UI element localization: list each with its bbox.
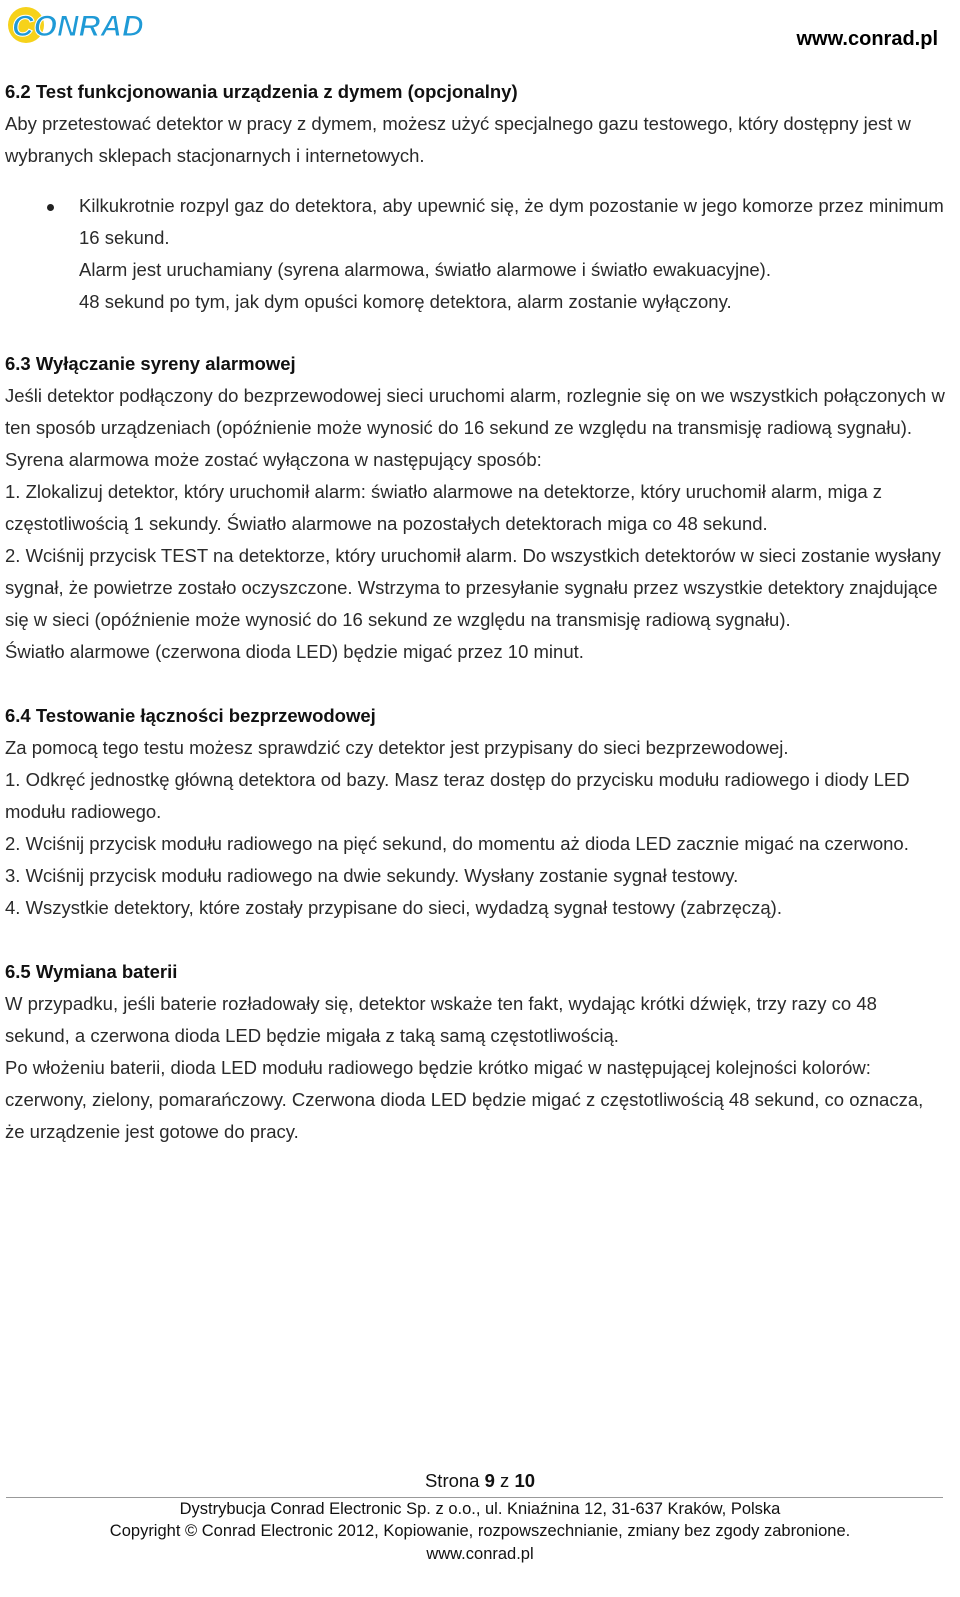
section-6-4-step-4: 4. Wszystkie detektory, które zostały przypisane do sieci, wydadzą sygnał testowy (zabrzęczą).	[5, 897, 782, 918]
section-6-5-paragraph-1: W przypadku, jeśli baterie rozładowały się, detektor wskaże ten fakt, wydając krótki dźwięk, trzy razy co 48 sekund, a czerwona dioda LED będzie migała z taką samą częstotliwością.	[5, 993, 877, 1046]
page-number	[0, 1470, 960, 1492]
section-6-3-step-2: 2. Wciśnij przycisk TEST na detektorze, który uruchomił alarm. Do wszystkich detektorów w sieci zostanie wysłany sygnał, że powietrze zostało oczyszczone. Wstrzyma to przesyłanie sygnału przez wszystkie detektory znajdujące się w sieci (opóźnienie może wynosić do 16 sekund ze względu na transmisję radiową sygnału).	[5, 545, 941, 630]
section-6-5-title: 6.5 Wymiana baterii	[5, 961, 178, 982]
page-separator: z	[494, 1470, 515, 1491]
section-6-3-note: Światło alarmowe (czerwona dioda LED) będzie migać przez 10 minut.	[5, 641, 584, 662]
section-6-2-title: 6.2 Test funkcjonowania urządzenia z dymem (opcjonalny)	[5, 81, 518, 102]
bullet-line-1: Kilkukrotnie rozpyl gaz do detektora, aby upewnić się, że dym pozostanie w jego komorze przez minimum 16 sekund.	[79, 195, 944, 248]
page-total: 10	[514, 1470, 536, 1491]
logo-text: CONRAD	[12, 10, 144, 43]
footer-copyright: Copyright © Conrad Electronic 2012, Kopiowanie, rozpowszechnianie, zmiany bez zgody zabronione.	[109, 1522, 851, 1540]
document-body	[5, 76, 945, 1148]
section-6-2-bullet	[5, 190, 945, 318]
section-6-4-intro: Za pomocą tego testu możesz sprawdzić czy detektor jest przypisany do sieci bezprzewodowej.	[5, 737, 789, 758]
header-site-url: www.conrad.pl	[796, 28, 938, 50]
section-6-4-title: 6.4 Testowanie łączności bezprzewodowej	[5, 705, 376, 726]
bullet-line-2: Alarm jest uruchamiany (syrena alarmowa, światło alarmowe i światło ewakuacyjne).	[79, 259, 771, 280]
footer-divider	[6, 1497, 943, 1498]
footer-distributor: Dystrybucja Conrad Electronic Sp. z o.o., ul. Kniaźnina 12, 31-637 Kraków, Polska	[179, 1500, 781, 1518]
section-6-3-title: 6.3 Wyłączanie syreny alarmowej	[5, 353, 296, 374]
footer-url: www.conrad.pl	[426, 1545, 534, 1563]
section-6-3-paragraph-1: Jeśli detektor podłączony do bezprzewodowej sieci uruchomi alarm, rozlegnie się on we wszystkich połączonych w ten sposób urządzeniach (opóźnienie może wynosić do 16 sekund ze względu na transmisję radiową sygnału). Syrena alarmowa może zostać wyłączona w następujący sposób:	[5, 385, 945, 470]
conrad-logo	[6, 2, 166, 48]
section-6-4-step-1: 1. Odkręć jednostkę główną detektora od bazy. Masz teraz dostęp do przycisku modułu radiowego i diody LED modułu radiowego.	[5, 769, 910, 822]
page-label: Strona	[424, 1470, 485, 1491]
conrad-logo-graphic	[6, 2, 166, 48]
section-6-4-step-3: 3. Wciśnij przycisk modułu radiowego na dwie sekundy. Wysłany zostanie sygnał testowy.	[5, 865, 739, 886]
section-6-4-step-2: 2. Wciśnij przycisk modułu radiowego na pięć sekund, do momentu aż dioda LED zacznie migać na czerwono.	[5, 833, 909, 854]
section-6-5-paragraph-2: Po włożeniu baterii, dioda LED modułu radiowego będzie krótko migać w następującej kolejności kolorów: czerwony, zielony, pomarańczowy. Czerwona dioda LED będzie migać z częstotliwością 48 sekund, co oznacza, że urządzenie jest gotowe do pracy.	[5, 1057, 924, 1142]
section-6-3-step-1: 1. Zlokalizuj detektor, który uruchomił alarm: światło alarmowe na detektorze, który uruchomił alarm, miga z częstotliwością 1 sekundy. Światło alarmowe na pozostałych detektorach miga co 48 sekund.	[5, 481, 883, 534]
bullet-dot-icon	[47, 204, 54, 211]
section-6-2-intro: Aby przetestować detektor w pracy z dymem, możesz użyć specjalnego gazu testowego, który dostępny jest w wybranych sklepach stacjonarnych i internetowych.	[5, 113, 911, 166]
page-current: 9	[484, 1470, 495, 1491]
bullet-line-3: 48 sekund po tym, jak dym opuści komorę detektora, alarm zostanie wyłączony.	[79, 291, 732, 312]
